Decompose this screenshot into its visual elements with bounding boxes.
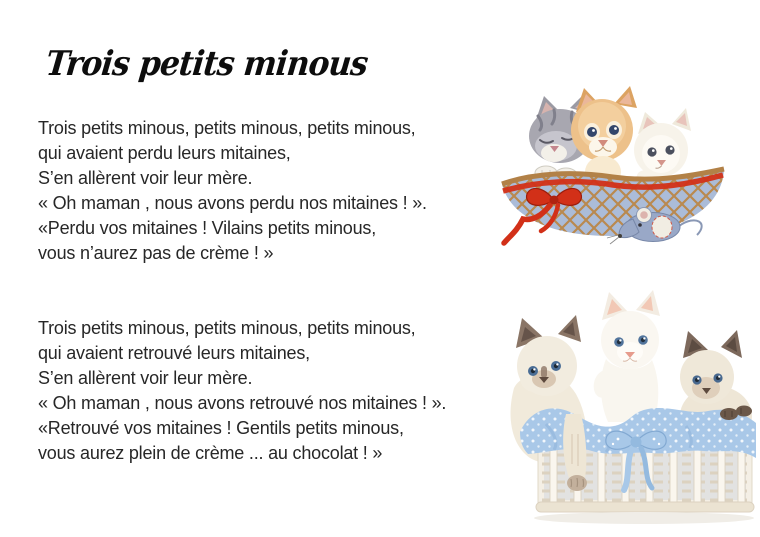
kittens-basket-photo-svg <box>486 284 760 532</box>
poem-line: «Retrouvé vos mitaines ! Gentils petits minous, <box>38 418 404 438</box>
poem-line: S’en allèrent voir leur mère. <box>38 368 253 388</box>
white-kitten-middle <box>591 290 660 422</box>
poem-line: «Perdu vos mitaines ! Vilains petits minous, <box>38 218 377 238</box>
kittens-basket-illustration-svg <box>498 84 728 254</box>
poem-line: qui avaient retrouvé leurs mitaines, <box>38 343 310 363</box>
poem-line: Trois petits minous, petits minous, petits minous, <box>38 118 416 138</box>
poem-line: S’en allèrent voir leur mère. <box>38 168 253 188</box>
poem-verse-1 <box>38 116 427 266</box>
page-title: Trois petits minous <box>43 44 370 84</box>
poem-line: « Oh maman , nous avons perdu nos mitaines ! ». <box>38 193 427 213</box>
poem-verse-2 <box>38 316 446 466</box>
kittens-basket-illustration <box>498 84 728 254</box>
poem-line: vous aurez plein de crème ... au chocolat ! » <box>38 443 383 463</box>
poem-line: qui avaient perdu leurs mitaines, <box>38 143 291 163</box>
poem-line: Trois petits minous, petits minous, petits minous, <box>38 318 416 338</box>
kittens-basket-photo <box>486 284 760 532</box>
poem-line: « Oh maman , nous avons retrouvé nos mitaines ! ». <box>38 393 447 413</box>
poem-line: vous n’aurez pas de crème ! » <box>38 243 274 263</box>
white-kitten <box>634 108 691 182</box>
